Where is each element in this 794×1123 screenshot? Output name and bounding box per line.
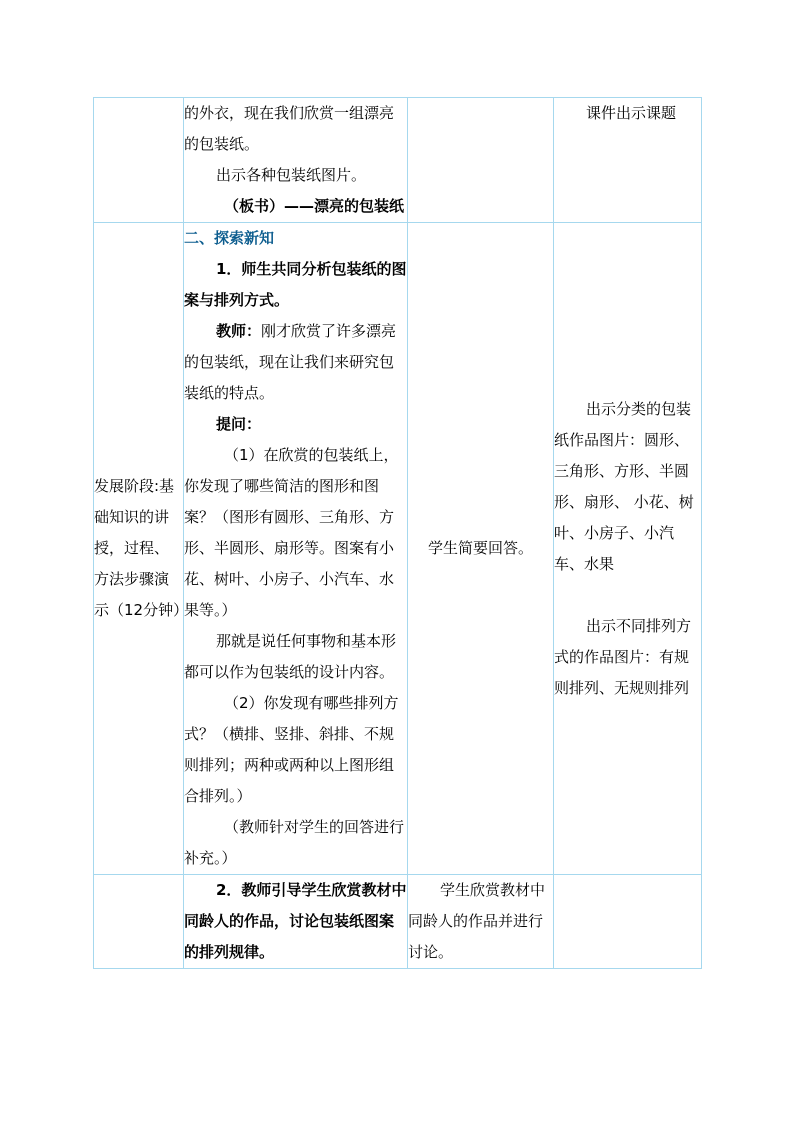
question-2: （2）你发现有哪些排列方式？（横排、竖排、斜排、不规则排列；两种或两种以上图形组合排列。） xyxy=(184,694,399,805)
point-2-heading: 2．教师引导学生欣赏教材中同龄人的作品，讨论包装纸图案的排列规律。 xyxy=(184,881,407,961)
stage-cell xyxy=(94,223,189,875)
question-1: （1）在欣赏的包装纸上，你发现了哪些简洁的图形和图案？（图形有圆形、三角形、方形、半圆形、扇形等。图案有小花、树叶、小房子、小汽车、水果等。） xyxy=(184,446,399,619)
student-cell-empty xyxy=(408,98,554,223)
show-images-text: 出示各种包装纸图片。 xyxy=(216,166,367,184)
media-text-arrangement: 出示不同排列方式的作品图片：有规则排列、无规则排列 xyxy=(554,616,692,697)
student-text: 学生欣赏教材中同龄人的作品并进行讨论。 xyxy=(408,881,546,961)
media-spacer xyxy=(554,580,701,611)
stage-cell-empty xyxy=(94,98,184,223)
teacher-note: （教师针对学生的回答进行补充。） xyxy=(184,818,405,867)
content-cell xyxy=(184,875,408,969)
media-text: 课件出示课题 xyxy=(586,104,677,122)
content-cell xyxy=(184,223,408,875)
media-cell xyxy=(554,223,702,875)
point-1-heading: 1．师生共同分析包装纸的图案与排列方式。 xyxy=(184,260,407,309)
section-heading: 二、探索新知 xyxy=(184,229,275,247)
student-cell xyxy=(408,223,554,875)
media-cell-empty xyxy=(554,875,702,969)
content-cell xyxy=(184,98,408,223)
media-cell xyxy=(554,98,702,223)
intro-paragraph: 的外衣，现在我们欣赏一组漂亮的包装纸。 xyxy=(184,104,395,153)
teacher-label: 教师： xyxy=(216,322,262,340)
media-text-shapes: 出示分类的包装纸作品图片：圆形、三角形、方形、半圆形、扇形、 小花、树叶、小房子、小汽车、水果 xyxy=(554,399,694,573)
teacher-paragraph xyxy=(184,316,407,409)
table-row-intro xyxy=(94,98,702,223)
table-row-explore xyxy=(94,223,702,875)
conclusion-text: 那就是说任何事物和基本形都可以作为包装纸的设计内容。 xyxy=(184,632,397,681)
teacher-text: 刚才欣赏了许多漂亮的包装纸，现在让我们来研究包装纸的特点。 xyxy=(184,322,397,402)
question-label: 提问： xyxy=(216,415,262,433)
student-text: 学生简要回答。 xyxy=(427,539,533,557)
table-row-appreciate xyxy=(94,875,702,969)
student-cell xyxy=(408,875,554,969)
stage-text: 发展阶段:基础知识的讲授，过程、方法步骤演示（12分钟） xyxy=(94,477,189,619)
lesson-plan-table xyxy=(93,97,702,969)
stage-cell-empty xyxy=(94,875,184,969)
board-title: （板书）——漂亮的包装纸 xyxy=(224,197,405,215)
